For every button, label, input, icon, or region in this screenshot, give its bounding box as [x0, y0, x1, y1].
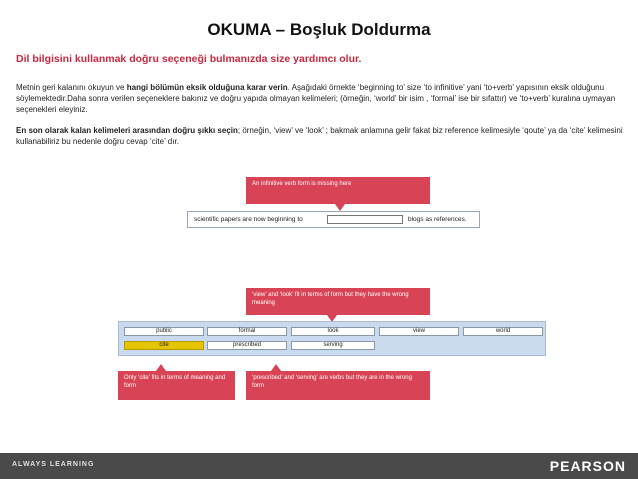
sentence-part-2: blogs as references. — [408, 216, 467, 223]
option-cite[interactable]: cite — [124, 341, 204, 350]
options-panel — [118, 321, 546, 356]
para2-bold: En son olarak kalan kelimeleri arasından doğru şıkkı seçin — [16, 126, 238, 135]
option-world[interactable]: world — [463, 327, 543, 336]
pearson-logo: PEARSON — [549, 458, 626, 474]
option-serving[interactable]: serving — [291, 341, 375, 350]
option-formal[interactable]: formal — [207, 327, 287, 336]
page-title: OKUMA – Boşluk Doldurma — [207, 20, 431, 39]
para1-bold: hangi bölümün eksik olduğuna karar verin — [126, 83, 288, 92]
subtitle: Dil bilgisini kullanmak doğru seçeneği bulmanızda size yardımcı olur. — [16, 53, 362, 65]
callout-infinitive: An infinitive verb form is missing here — [246, 177, 430, 204]
callout-prescribed-serving: ‘prescribed’ and ‘serving’ are verbs but they are in the wrong form — [246, 371, 430, 400]
instruction-paragraph-2 — [16, 125, 628, 147]
instruction-paragraph-1 — [16, 82, 628, 115]
footer-tagline: ALWAYS LEARNING — [12, 461, 95, 468]
callout-infinitive-pointer — [335, 204, 345, 211]
para1-text-a: Metnin geri kalanını okuyun ve — [16, 83, 127, 92]
sentence-part-1: scientific papers are now beginning to — [194, 216, 303, 223]
callout-cite: Only ‘cite’ fits in terms of meaning and form — [118, 371, 235, 400]
para2-text-b: ; örneğin, ‘view’ ve ‘look’ ; bakmak anlamına gelir fakat biz reference kelimesiyle ‘qoute’ ya da ‘cite’ kelimesini kullanabiliriz bu nedenle doğru cevap ‘cite’ dır. — [16, 126, 623, 146]
option-look[interactable]: look — [291, 327, 375, 336]
option-public[interactable]: public — [124, 327, 204, 336]
footer-bar — [0, 453, 638, 479]
sentence-box — [187, 211, 480, 228]
callout-cite-pointer — [156, 364, 166, 371]
option-prescribed[interactable]: prescribed — [207, 341, 287, 350]
option-view[interactable]: view — [379, 327, 459, 336]
sentence-blank-input[interactable] — [327, 215, 403, 224]
callout-prescribed-pointer — [271, 364, 281, 371]
para1-text-c: . Aşağıdaki örnekte ‘beginning to’ size ‘to infinitive’ yani ‘to+verb’ yapısının eksik olduğunu söylemektedir.Daha sonra verilen seçeneklere bakınız ve doğru yapıda olmayan kelimeleri; (örneğin, ‘world’ bir isim , ‘formal’ ise bir sıfattır) ve ‘to+verb’ kuralına uymayan seçenekleri eleyiniz. — [16, 83, 616, 114]
callout-view-look: ‘view’ and ‘look’ fit in terms of form but they have the wrong meaning — [246, 288, 430, 315]
